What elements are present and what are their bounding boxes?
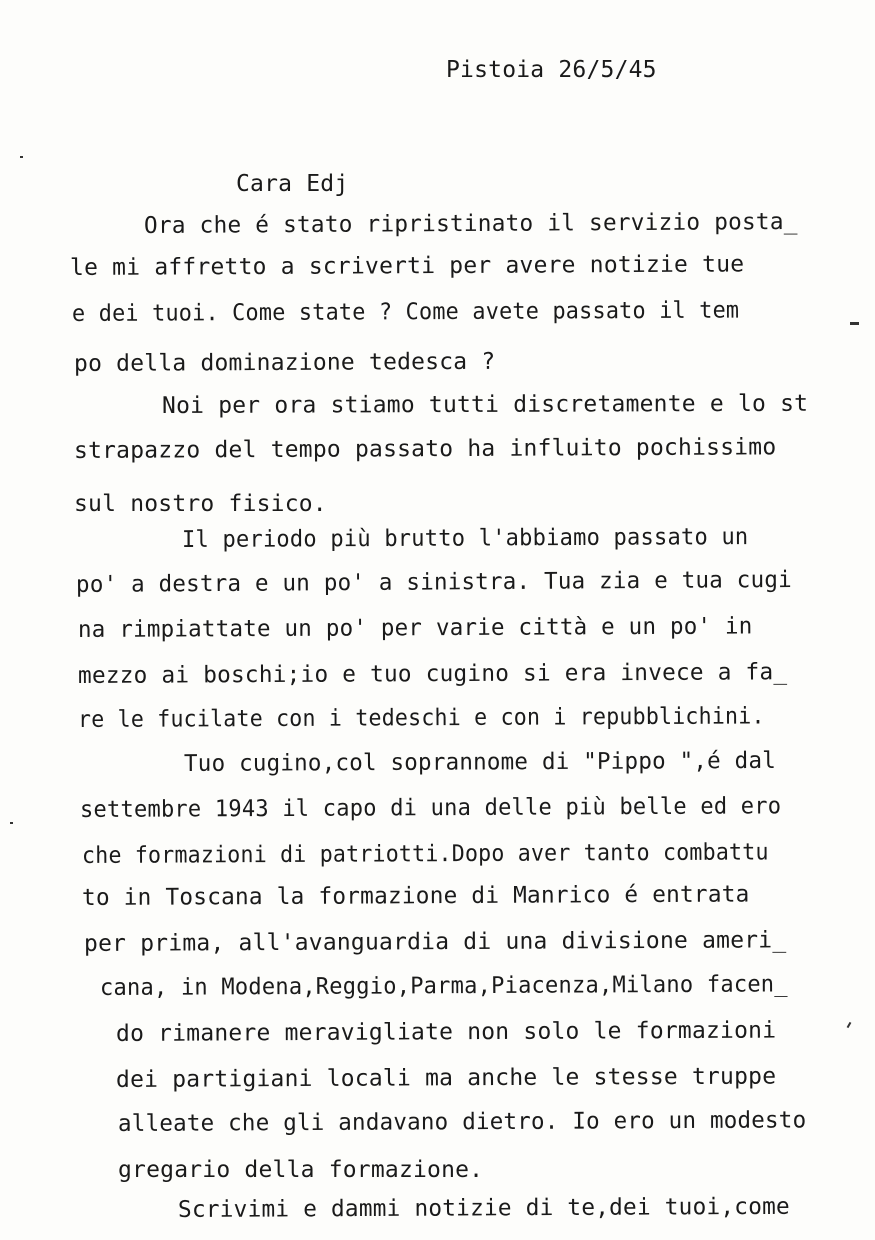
letter-line: cana, in Modena,Reggio,Parma,Piacenza,Milano facen_ [99, 971, 788, 1001]
letter-line: e dei tuoi. Come state ? Come avete passato il tem [71, 297, 740, 327]
ink-speck [20, 156, 23, 158]
letter-line: settembre 1943 il capo di una delle più belle ed ero [79, 793, 782, 823]
letter-line: dei partigiani locali ma anche le stesse truppe [115, 1063, 777, 1093]
letter-line: Tuo cugino,col soprannome di "Pippo ",é dal [183, 747, 777, 777]
letter-line: mezzo ai boschi;io e tuo cugino si era invece a fa_ [77, 659, 788, 689]
letter-line: per prima, all'avanguardia di una divisione ameri_ [83, 927, 787, 957]
letter-line: po' a destra e un po' a sinistra. Tua zia e tua cugi [75, 567, 792, 598]
letter-line: do rimanere meravigliate non solo le formazioni [115, 1017, 777, 1047]
ink-speck [850, 322, 859, 325]
letter-line: sul nostro fisico. [74, 491, 327, 517]
letter-line: Noi per ora stiamo tutti discretamente e lo st [161, 390, 809, 419]
letter-line: re le fucilate con i tedeschi e con i repubblichini. [77, 703, 765, 733]
letter-line: Ora che é stato ripristinato il servizio posta_ [143, 209, 798, 239]
letter-line: strapazzo del tempo passato ha influito pochissimo [73, 434, 777, 464]
letter-line: Il periodo più brutto l'abbiamo passato un [181, 524, 749, 553]
letter-line: po della dominazione tedesca ? [73, 348, 496, 377]
letter-line: Scrivimi e dammi notizie di te,dei tuoi,come [177, 1193, 790, 1223]
letter-line: na rimpiattate un po' per varie città e un po' in [77, 613, 753, 643]
ink-speck [10, 822, 13, 824]
letter-line: che formazioni di patriotti.Dopo aver tanto combattu [81, 839, 769, 869]
letter-line: le mi affretto a scriverti per avere notizie tue [69, 251, 745, 281]
salutation: Cara Edj [236, 171, 349, 197]
letter-line: alleate che gli andavano dietro. Io ero un modesto [117, 1107, 807, 1137]
ink-speck [847, 1022, 852, 1028]
letter-line: gregario della formazione. [118, 1157, 484, 1183]
place-date: Pistoia 26/5/45 [446, 57, 657, 83]
letter-line: to in Toscana la formazione di Manrico é entrata [81, 881, 750, 911]
